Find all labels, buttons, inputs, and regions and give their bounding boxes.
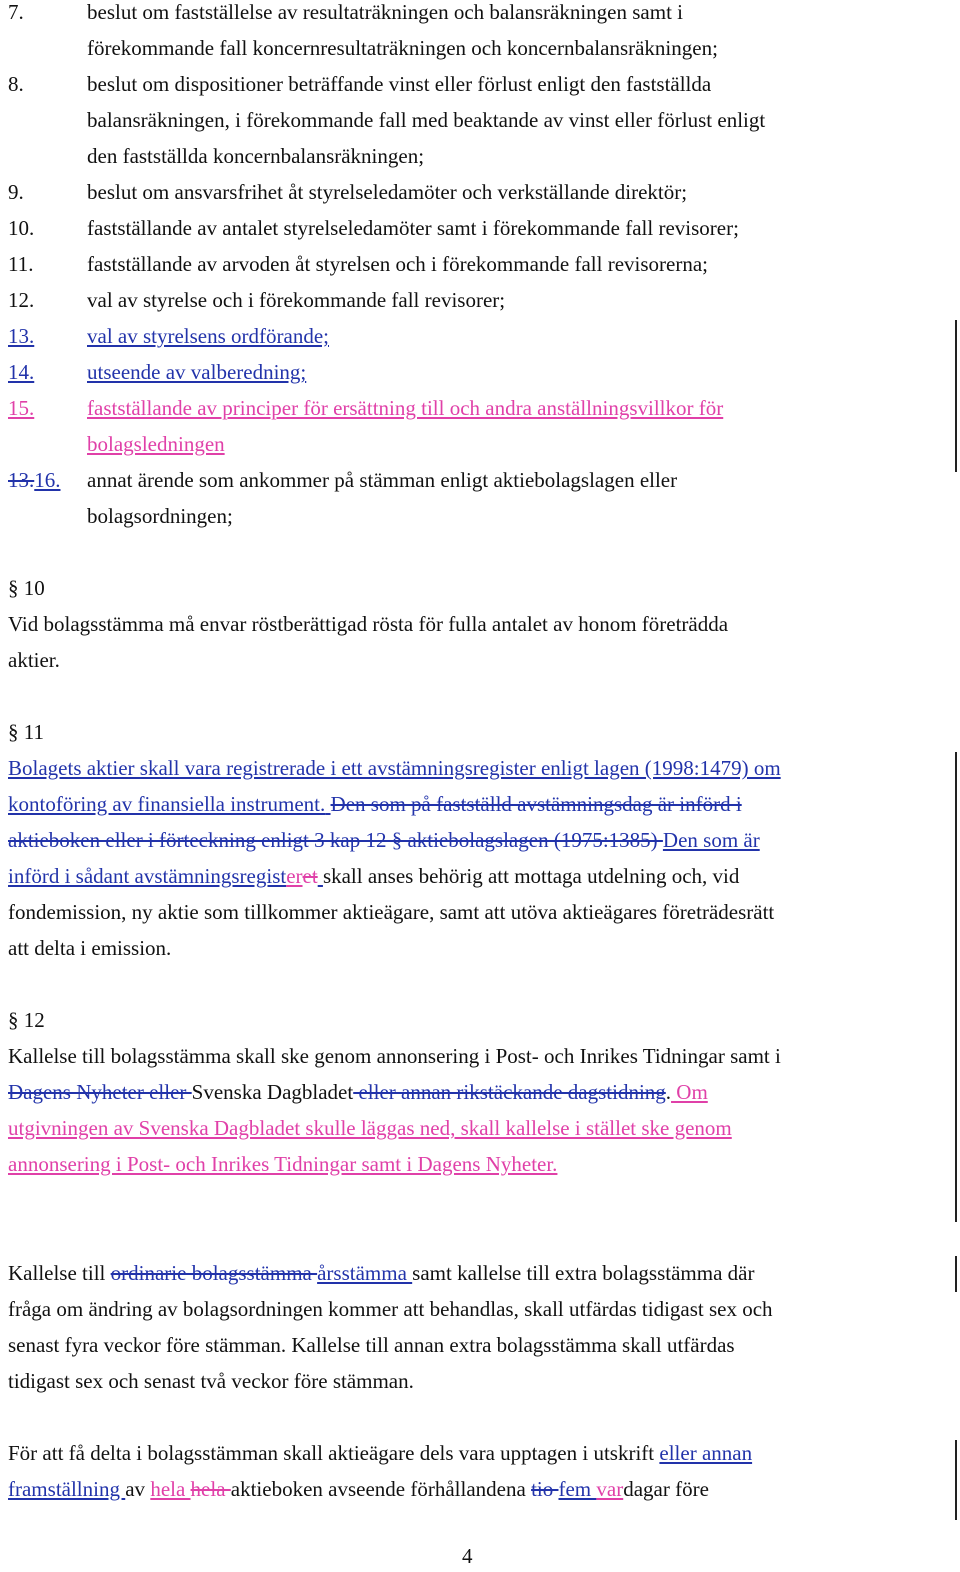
item-number: 14. [8, 360, 35, 384]
section-heading: § 10 [8, 576, 45, 600]
item-number: 12. [8, 288, 35, 312]
section-text: att delta i emission. [8, 936, 172, 960]
item-number: 13. [8, 324, 35, 348]
paragraph-text: senast fyra veckor före stämman. Kallelse till annan extra bolagsstämma skall utfärdas [8, 1333, 735, 1357]
item-number: 15. [8, 396, 35, 420]
item-number: 11. [8, 252, 34, 276]
inserted-text: fem [558, 1477, 597, 1501]
deleted-text: Dagens Nyheter eller [8, 1080, 192, 1104]
inserted-text: införd i sådant avstämningsregist [8, 864, 287, 888]
item-number: 9. [8, 180, 24, 204]
inserted-text: er [286, 864, 303, 888]
paragraph-text: fråga om ändring av bolagsordningen kommer att behandlas, skall utfärdas tidigast sex och [8, 1297, 773, 1321]
paragraph-text: dagar före [623, 1477, 709, 1501]
section-text: fondemission, ny aktie som tillkommer aktieägare, samt att utöva aktieägares företrädesrätt [8, 900, 775, 924]
item-number: 8. [8, 72, 24, 96]
inserted-text: Den som är [662, 828, 760, 852]
section-heading: § 12 [8, 1008, 45, 1032]
item-text: fastställande av antalet styrelseledamöter samt i förekommande fall revisorer; [87, 216, 739, 240]
item-text: fastställande av arvoden åt styrelsen och i förekommande fall revisorerna; [87, 252, 709, 276]
page-number: 4 [462, 1544, 473, 1568]
paragraph-text: aktieboken avseende förhållandena [230, 1477, 532, 1501]
inserted-text: eller annan [659, 1441, 753, 1465]
change-bar [955, 320, 957, 472]
item-text: annat ärende som ankommer på stämman enligt aktiebolagslagen eller [87, 468, 678, 492]
inserted-text: hela [150, 1477, 191, 1501]
section-text: Kallelse till bolagsstämma skall ske genom annonsering i Post- och Inrikes Tidningar samt i [8, 1044, 781, 1068]
section-text: Svenska Dagbladet [191, 1080, 354, 1104]
deleted-text: tio [531, 1477, 559, 1501]
deleted-text: ordinarie bolagsstämma [110, 1261, 318, 1285]
deleted-text: Den som på fastställd avstämningsdag är införd i [330, 792, 742, 816]
section-text: skall anses behörig att mottaga utdelning och, vid [322, 864, 740, 888]
item-text: beslut om dispositioner beträffande vinst eller förlust enligt den fastställda [87, 72, 712, 96]
paragraph-text: av [125, 1477, 151, 1501]
item-text: bolagsordningen; [87, 504, 233, 528]
section-text: aktier. [8, 648, 60, 672]
section-text: Vid bolagsstämma må envar röstberättigad rösta för fulla antalet av honom företrädda [8, 612, 729, 636]
inserted-text: framställning [8, 1477, 126, 1501]
inserted-text: kontoföring av finansiella instrument. [8, 792, 326, 816]
item-number: 10. [8, 216, 35, 240]
deleted-text: hela [190, 1477, 231, 1501]
inserted-text: utgivningen av Svenska Dagbladet skulle läggas ned, skall kallelse i stället ske genom [8, 1116, 732, 1140]
item-text: val av styrelse och i förekommande fall revisorer; [87, 288, 506, 312]
paragraph-text: Kallelse till [8, 1261, 111, 1285]
inserted-number: 16. [34, 468, 61, 492]
item-text: balansräkningen, i förekommande fall med beaktande av vinst eller förlust enligt [87, 108, 766, 132]
inserted-text: annonsering i Post- och Inrikes Tidningar samt i Dagens Nyheter. [8, 1152, 558, 1176]
deleted-text: eller annan rikstäckande dagstidning [353, 1080, 666, 1104]
paragraph-text: tidigast sex och senast två veckor före stämman. [8, 1369, 414, 1393]
item-text: val av styrelsens ordförande; [87, 324, 330, 348]
paragraph-text: samt kallelse till extra bolagsstämma där [412, 1261, 755, 1285]
item-text: bolagsledningen [87, 432, 225, 456]
section-heading: § 11 [8, 720, 44, 744]
deleted-number: 13. [8, 468, 35, 492]
inserted-text: Om [671, 1080, 708, 1104]
inserted-text: årsstämma [317, 1261, 413, 1285]
deleted-text: aktieboken eller i förteckning enligt 3 kap 12 § aktiebolagslagen (1975:1385) [8, 828, 663, 852]
deleted-text: et [302, 864, 318, 888]
paragraph-text: För att få delta i bolagsstämman skall aktieägare dels vara upptagen i utskrift [8, 1441, 660, 1465]
inserted-text: Bolagets aktier skall vara registrerade i ett avstämningsregister enligt lagen (1998:1479) om [8, 756, 781, 780]
item-number: 7. [8, 0, 24, 24]
item-text: beslut om fastställelse av resultaträkningen och balansräkningen samt i [87, 0, 683, 24]
item-text: beslut om ansvarsfrihet åt styrelseledamöter och verkställande direktör; [87, 180, 688, 204]
section-text: . [665, 1080, 672, 1104]
inserted-text: var [596, 1477, 624, 1501]
item-text: fastställande av principer för ersättning till och andra anställningsvillkor för [87, 396, 724, 420]
item-text: den fastställda koncernbalansräkningen; [87, 144, 425, 168]
item-text: förekommande fall koncernresultaträkningen och koncernbalansräkningen; [87, 36, 718, 60]
item-text: utseende av valberedning; [87, 360, 307, 384]
